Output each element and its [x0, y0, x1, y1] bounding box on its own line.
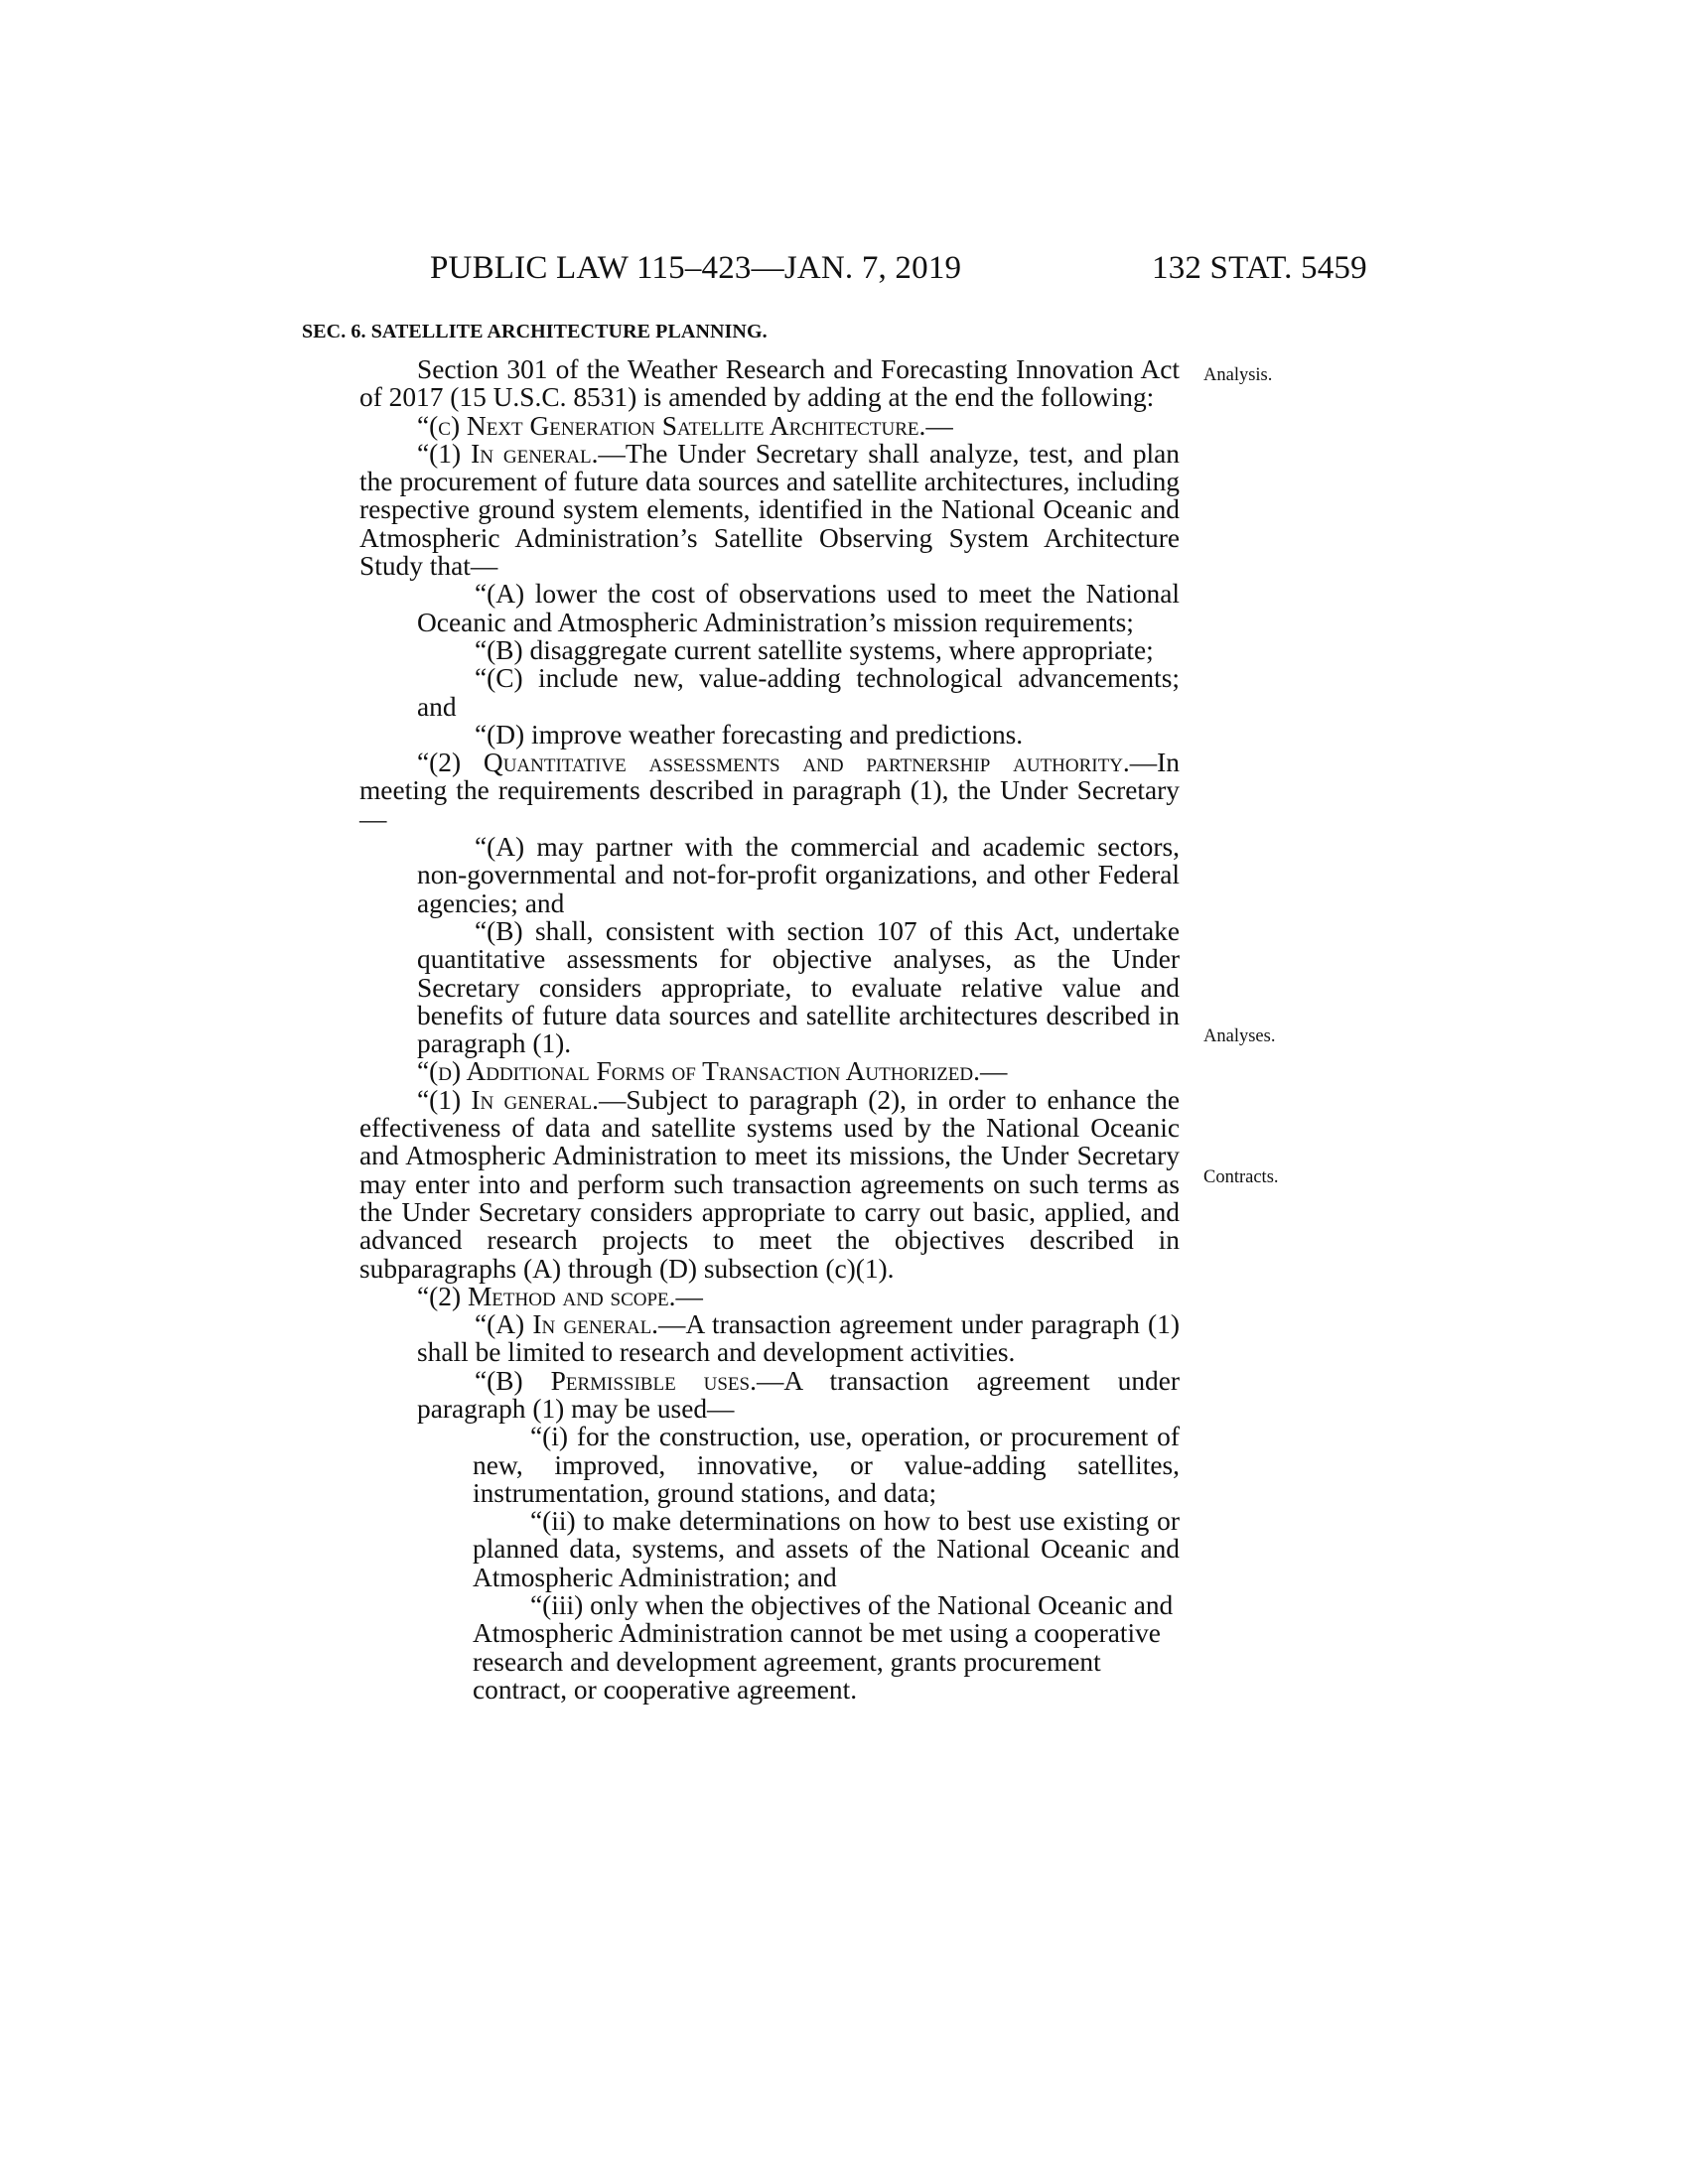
- clause-d2Bii: “(ii) to make determinations on how to best use existing or planned data, systems, and assets of the National Oceanic and Atmospheric Administration; and: [473, 1506, 1180, 1592]
- side-note-contracts: Contracts.: [1203, 1167, 1279, 1187]
- paragraph-c2A: “(A) may partner with the commercial and academic sectors, non-governmental and not-for-profit organizations, and other Federal agencies; and: [417, 832, 1180, 918]
- paragraph-d1-label: “(1) In general.: [417, 1084, 600, 1115]
- subsection-d-heading: [359, 1057, 1180, 1085]
- paragraph-c1A: “(A) lower the cost of observations used to meet the National Oceanic and Atmospheric Administration’s mission requirements;: [417, 579, 1180, 637]
- paragraph-c1-label: “(1) In general.: [417, 438, 599, 469]
- paragraph-c2B: “(B) shall, consistent with section 107 of this Act, undertake quantitative assessments for objective analyses, as the Under Secretary considers appropriate, to evaluate relative value and benefits of future data sources and satellite architectures described in paragraph (1).: [417, 915, 1180, 1059]
- paragraph-d2-label: “(2) Method and scope.—: [417, 1281, 703, 1311]
- subsection-d-label: “(d) Additional Forms of Transaction Authorized.—: [417, 1056, 1008, 1087]
- side-note-analyses: Analyses.: [1203, 1026, 1276, 1046]
- paragraph-d2A-label: “(A) In general.: [475, 1309, 659, 1340]
- clause-d2Bi: “(i) for the construction, use, operation, or procurement of new, improved, innovative, or value-adding satellites, instrumentation, ground stations, and data;: [473, 1422, 1180, 1508]
- paragraph-d1: [359, 1086, 1180, 1283]
- paragraph-d2A: [417, 1310, 1180, 1367]
- section-heading: SEC. 6. SATELLITE ARCHITECTURE PLANNING.: [302, 321, 768, 342]
- paragraph-d1-text: —Subject to paragraph (2), in order to enhance the effectiveness of data and satellite systems used by the National Oceanic and Atmospheric Administration to meet its missions, the Under Secretary may enter into and perform such transaction agreements on such terms as the Under Secretary considers appropriate to carry out basic, applied, and advanced research projects to meet the objectives described in subparagraphs (A) through (D) subsection (c)(1).: [359, 1084, 1180, 1284]
- clause-d2Biii: “(iii) only when the objectives of the National Oceanic and Atmospheric Administration cannot be met using a cooperative research and development agreement, grants procurement contract, or cooperative agreement.: [473, 1590, 1174, 1705]
- paragraph-d2B: [417, 1367, 1180, 1424]
- paragraph-d2A-text: —A transaction agreement under paragraph (1) shall be limited to research and development activities.: [417, 1309, 1180, 1368]
- side-note-analysis: Analysis.: [1203, 365, 1273, 385]
- page-header: [0, 250, 1688, 290]
- running-head: PUBLIC LAW 115–423—JAN. 7, 2019: [430, 250, 962, 286]
- stat-citation: 132 STAT. 5459: [1152, 250, 1367, 286]
- paragraph-c1-text: —The Under Secretary shall analyze, test, and plan the procurement of future data sources and satellite architectures, including respective ground system elements, identified in the National Oceanic and Atmospheric Administration’s Satellite Observing System Architecture Study that—: [359, 438, 1180, 582]
- paragraph-c2-label: “(2) Quantitative assessments and partnership authority.: [417, 748, 1130, 778]
- section-body: [359, 355, 1180, 1704]
- paragraph-d2B-text: —A transaction agreement under paragraph (1) may be used—: [417, 1365, 1180, 1424]
- paragraph-d2: [359, 1283, 1180, 1310]
- paragraph-c1B: “(B) disaggregate current satellite systems, where appropriate;: [475, 634, 1154, 665]
- subsection-c-label: “(c) Next Generation Satellite Architecture.—: [417, 410, 953, 441]
- paragraph-c1C: “(C) include new, value-adding technological advancements; and: [417, 663, 1180, 722]
- intro-paragraph: Section 301 of the Weather Research and Forecasting Innovation Act of 2017 (15 U.S.C. 8531) is amended by adding at the end the following:: [359, 354, 1180, 413]
- paragraph-d2B-label: “(B) Permissible uses.: [475, 1365, 757, 1396]
- paragraph-c2: [359, 749, 1180, 833]
- paragraph-c1D: “(D) improve weather forecasting and predictions.: [475, 719, 1024, 750]
- paragraph-c1: [359, 440, 1180, 580]
- subsection-c-heading: [359, 412, 1180, 440]
- paragraph-c2-text: —In meeting the requirements described in paragraph (1), the Under Secretary—: [359, 748, 1180, 834]
